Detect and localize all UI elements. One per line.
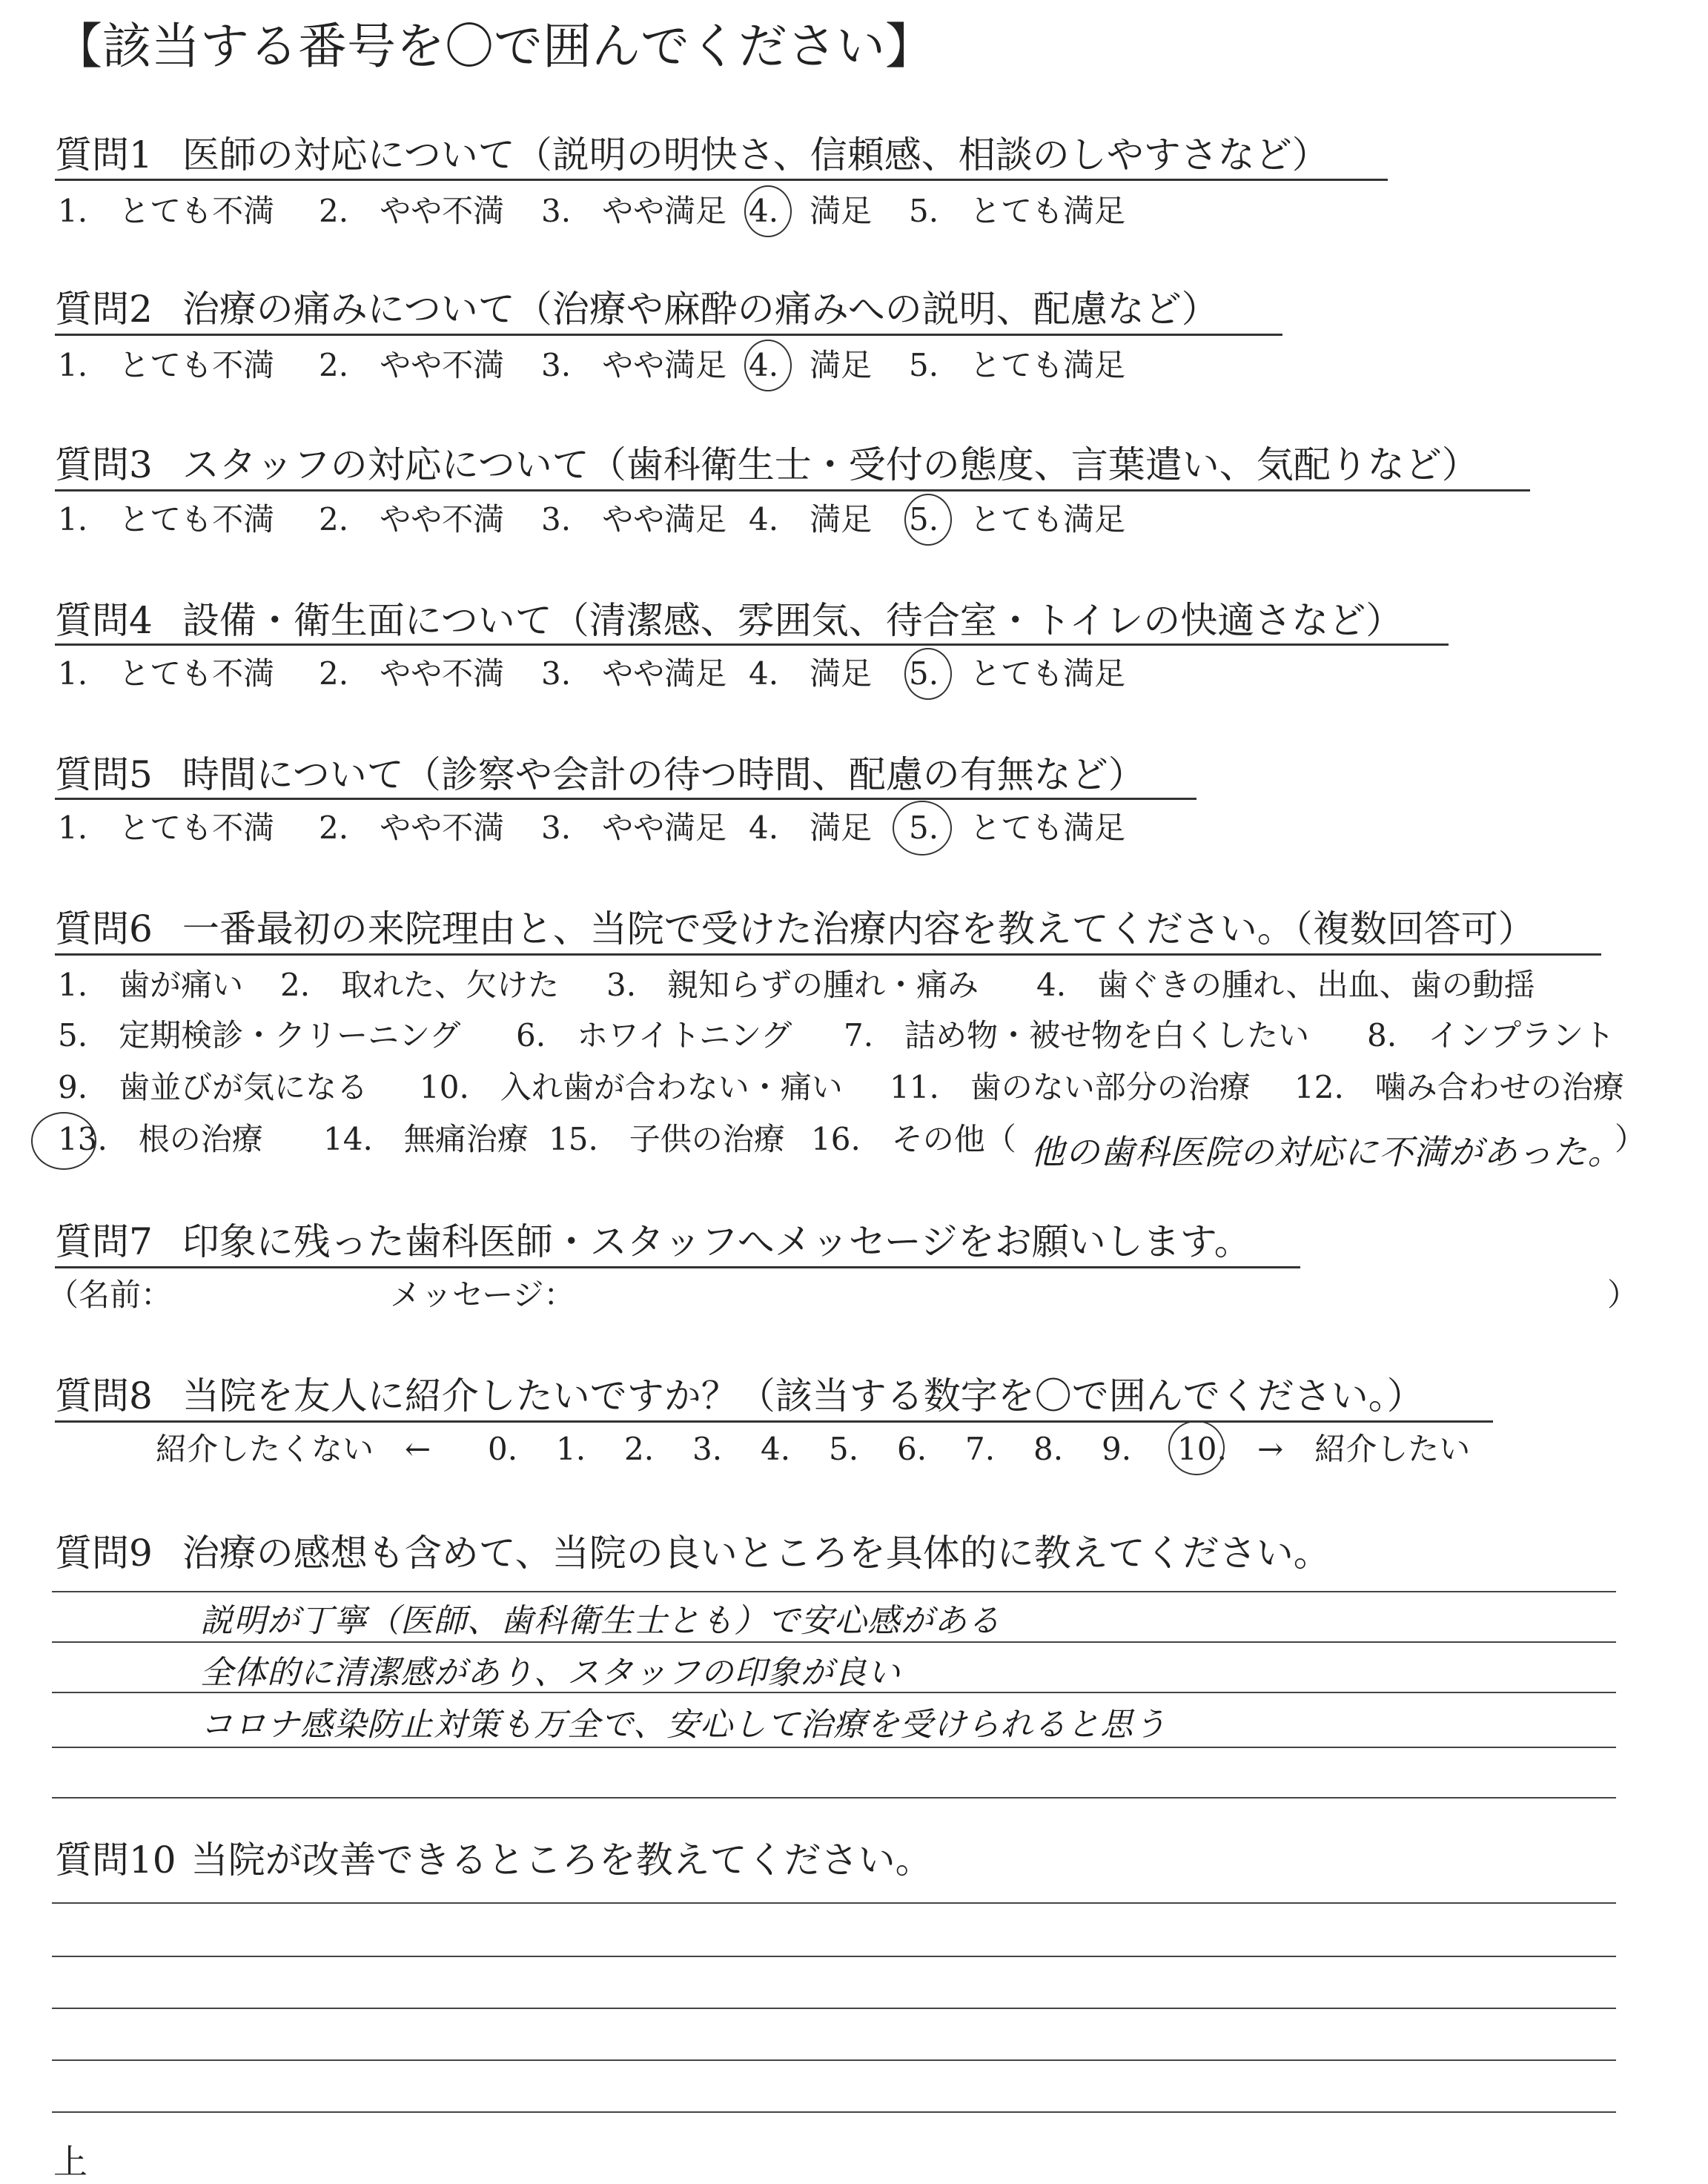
- other-close-paren: ）: [1615, 1121, 1646, 1157]
- question-text: 治療の感想も含めて、当院の良いところを具体的に教えてください。: [182, 1532, 1331, 1575]
- question-number: 質問10: [55, 1839, 176, 1882]
- name-label: （名前：: [47, 1277, 173, 1313]
- writing-line: [52, 1641, 1616, 1643]
- reason-option[interactable]: 15. 子供の治療: [549, 1121, 785, 1157]
- scale-option-9[interactable]: 9.: [1102, 1431, 1132, 1467]
- scale-option-0[interactable]: 0.: [488, 1431, 518, 1467]
- option-2[interactable]: 2. やや不満: [319, 655, 505, 692]
- reason-option[interactable]: 2. 取れた、欠けた: [280, 967, 560, 1003]
- option-2[interactable]: 2. やや不満: [319, 501, 505, 537]
- option-5[interactable]: 5. とても満足: [909, 810, 1126, 846]
- footer-text-cropped: 上: [53, 2142, 87, 2182]
- writing-line: [52, 1797, 1616, 1799]
- scale-option-8[interactable]: 8.: [1033, 1431, 1064, 1467]
- option-3[interactable]: 3. やや満足: [541, 810, 727, 846]
- selection-circle: [904, 494, 952, 546]
- question-9: [55, 1532, 1331, 1575]
- option-3[interactable]: 3. やや満足: [541, 347, 727, 383]
- question-number: 質問3: [55, 443, 153, 486]
- question-underline: [55, 1420, 1493, 1423]
- option-1[interactable]: 1. とても不満: [58, 655, 275, 692]
- option-4[interactable]: 4. 満足: [749, 810, 873, 846]
- scale-left-label: 紹介したくない ←: [156, 1431, 431, 1467]
- reason-option[interactable]: 6. ホワイトニング: [516, 1017, 792, 1053]
- scale-option-2[interactable]: 2.: [624, 1431, 655, 1467]
- scale-option-3[interactable]: 3.: [692, 1431, 723, 1467]
- question-underline: [55, 334, 1282, 336]
- question-underline: [55, 1266, 1300, 1268]
- scale-right-label: → 紹介したい: [1257, 1431, 1471, 1467]
- scale-option-4[interactable]: 4.: [761, 1431, 791, 1467]
- question-number: 質問5: [55, 753, 153, 796]
- option-2[interactable]: 2. やや不満: [319, 193, 505, 229]
- question-text: 当院が改善できるところを教えてください。: [191, 1839, 933, 1882]
- selection-circle: [1168, 1420, 1225, 1475]
- option-4[interactable]: 4. 満足: [749, 347, 873, 383]
- question-number: 質問7: [55, 1220, 153, 1263]
- question-underline: [55, 179, 1388, 181]
- option-5[interactable]: 5. とても満足: [909, 501, 1126, 537]
- question-6: [55, 907, 1535, 950]
- reason-option[interactable]: 1. 歯が痛い: [58, 967, 244, 1003]
- option-4[interactable]: 4. 満足: [749, 193, 873, 229]
- question-number: 質問8: [55, 1374, 153, 1417]
- question-underline: [55, 489, 1530, 492]
- question-4: [55, 599, 1403, 642]
- reason-option[interactable]: 9. 歯並びが気になる: [58, 1069, 368, 1105]
- message-close-paren: ）: [1607, 1277, 1639, 1313]
- handwritten-answer-line: 説明が丁寧（医師、歯科衛生士とも）で安心感がある: [200, 1602, 1001, 1640]
- option-1[interactable]: 1. とても不満: [58, 193, 275, 229]
- question-1: [55, 133, 1329, 176]
- handwritten-answer-line: コロナ感染防止対策も万全で、安心して治療を受けられると思う: [200, 1706, 1168, 1744]
- other-answer-handwritten: 他の歯科医院の対応に不満があった。: [1030, 1132, 1623, 1172]
- question-number: 質問2: [55, 288, 153, 331]
- option-3[interactable]: 3. やや満足: [541, 193, 727, 229]
- option-2[interactable]: 2. やや不満: [319, 810, 505, 846]
- writing-line: [52, 1747, 1616, 1748]
- writing-line: [52, 1956, 1616, 1957]
- question-text: 当院を友人に紹介したいですか？（該当する数字を〇で囲んでください。）: [182, 1374, 1424, 1417]
- option-1[interactable]: 1. とても不満: [58, 347, 275, 383]
- option-5[interactable]: 5. とても満足: [909, 655, 1126, 692]
- option-3[interactable]: 3. やや満足: [541, 501, 727, 537]
- reason-option[interactable]: 13. 根の治療: [58, 1121, 263, 1157]
- question-number: 質問9: [55, 1532, 153, 1575]
- question-text: 設備・衛生面について（清潔感、雰囲気、待合室・トイレの快適さなど）: [182, 599, 1403, 642]
- message-label: メッセージ：: [390, 1277, 575, 1313]
- question-underline: [55, 798, 1196, 800]
- question-text: 医師の対応について（説明の明快さ、信頼感、相談のしやすさなど）: [182, 133, 1329, 176]
- selection-circle: [893, 801, 952, 856]
- question-underline: [55, 643, 1449, 646]
- selection-circle: [744, 185, 792, 237]
- scale-option-5[interactable]: 5.: [829, 1431, 859, 1467]
- question-7: [55, 1220, 1251, 1263]
- reason-option[interactable]: 14. 無痛治療: [323, 1121, 529, 1157]
- writing-line: [52, 2111, 1616, 2113]
- reason-option[interactable]: 16. その他（: [811, 1121, 1016, 1157]
- reason-option[interactable]: 5. 定期検診・クリーニング: [58, 1017, 461, 1053]
- reason-option[interactable]: 12. 噛み合わせの治療: [1294, 1069, 1624, 1105]
- writing-line: [52, 2059, 1616, 2061]
- option-5[interactable]: 5. とても満足: [909, 193, 1126, 229]
- handwritten-answer-line: 全体的に清潔感があり、スタッフの印象が良い: [200, 1654, 901, 1692]
- question-underline: [55, 953, 1601, 956]
- writing-line: [52, 1902, 1616, 1904]
- option-4[interactable]: 4. 満足: [749, 655, 873, 692]
- question-number: 質問1: [55, 133, 153, 176]
- option-4[interactable]: 4. 満足: [749, 501, 873, 537]
- question-text: 一番最初の来院理由と、当院で受けた治療内容を教えてください。（複数回答可）: [182, 907, 1535, 950]
- reason-option[interactable]: 11. 歯のない部分の治療: [890, 1069, 1251, 1105]
- scale-option-1[interactable]: 1.: [556, 1431, 586, 1467]
- question-text: スタッフの対応について（歯科衛生士・受付の態度、言葉遣い、気配りなど）: [182, 443, 1479, 486]
- reason-option[interactable]: 3. 親知らずの腫れ・痛み: [606, 967, 979, 1003]
- scale-option-7[interactable]: 7.: [965, 1431, 996, 1467]
- question-5: [55, 753, 1145, 796]
- page-title: 【該当する番号を〇で囲んでください】: [53, 18, 934, 75]
- option-1[interactable]: 1. とても不満: [58, 810, 275, 846]
- writing-line: [52, 1591, 1616, 1592]
- writing-line: [52, 2008, 1616, 2009]
- question-8: [55, 1374, 1424, 1417]
- reason-option[interactable]: 4. 歯ぐきの腫れ、出血、歯の動揺: [1036, 967, 1535, 1003]
- question-3: [55, 443, 1479, 486]
- option-5[interactable]: 5. とても満足: [909, 347, 1126, 383]
- question-number: 質問6: [55, 907, 153, 950]
- selection-circle: [31, 1112, 96, 1170]
- reason-option[interactable]: 10. 入れ歯が合わない・痛い: [420, 1069, 843, 1105]
- question-10: [55, 1839, 933, 1882]
- question-text: 印象に残った歯科医師・スタッフへメッセージをお願いします。: [182, 1220, 1251, 1263]
- selection-circle: [744, 340, 792, 391]
- question-text: 治療の痛みについて（治療や麻酔の痛みへの説明、配慮など）: [182, 288, 1219, 331]
- scale-option-6[interactable]: 6.: [897, 1431, 927, 1467]
- question-number: 質問4: [55, 599, 153, 642]
- selection-circle: [904, 648, 952, 700]
- reason-option[interactable]: 7. 詰め物・被せ物を白くしたい: [844, 1017, 1310, 1053]
- option-3[interactable]: 3. やや満足: [541, 655, 727, 692]
- option-1[interactable]: 1. とても不満: [58, 501, 275, 537]
- option-2[interactable]: 2. やや不満: [319, 347, 505, 383]
- scale-option-10[interactable]: 10.: [1177, 1431, 1227, 1467]
- reason-option[interactable]: 8. インプラント: [1367, 1017, 1615, 1053]
- question-text: 時間について（診察や会計の待つ時間、配慮の有無など）: [182, 753, 1145, 796]
- question-2: [55, 288, 1219, 331]
